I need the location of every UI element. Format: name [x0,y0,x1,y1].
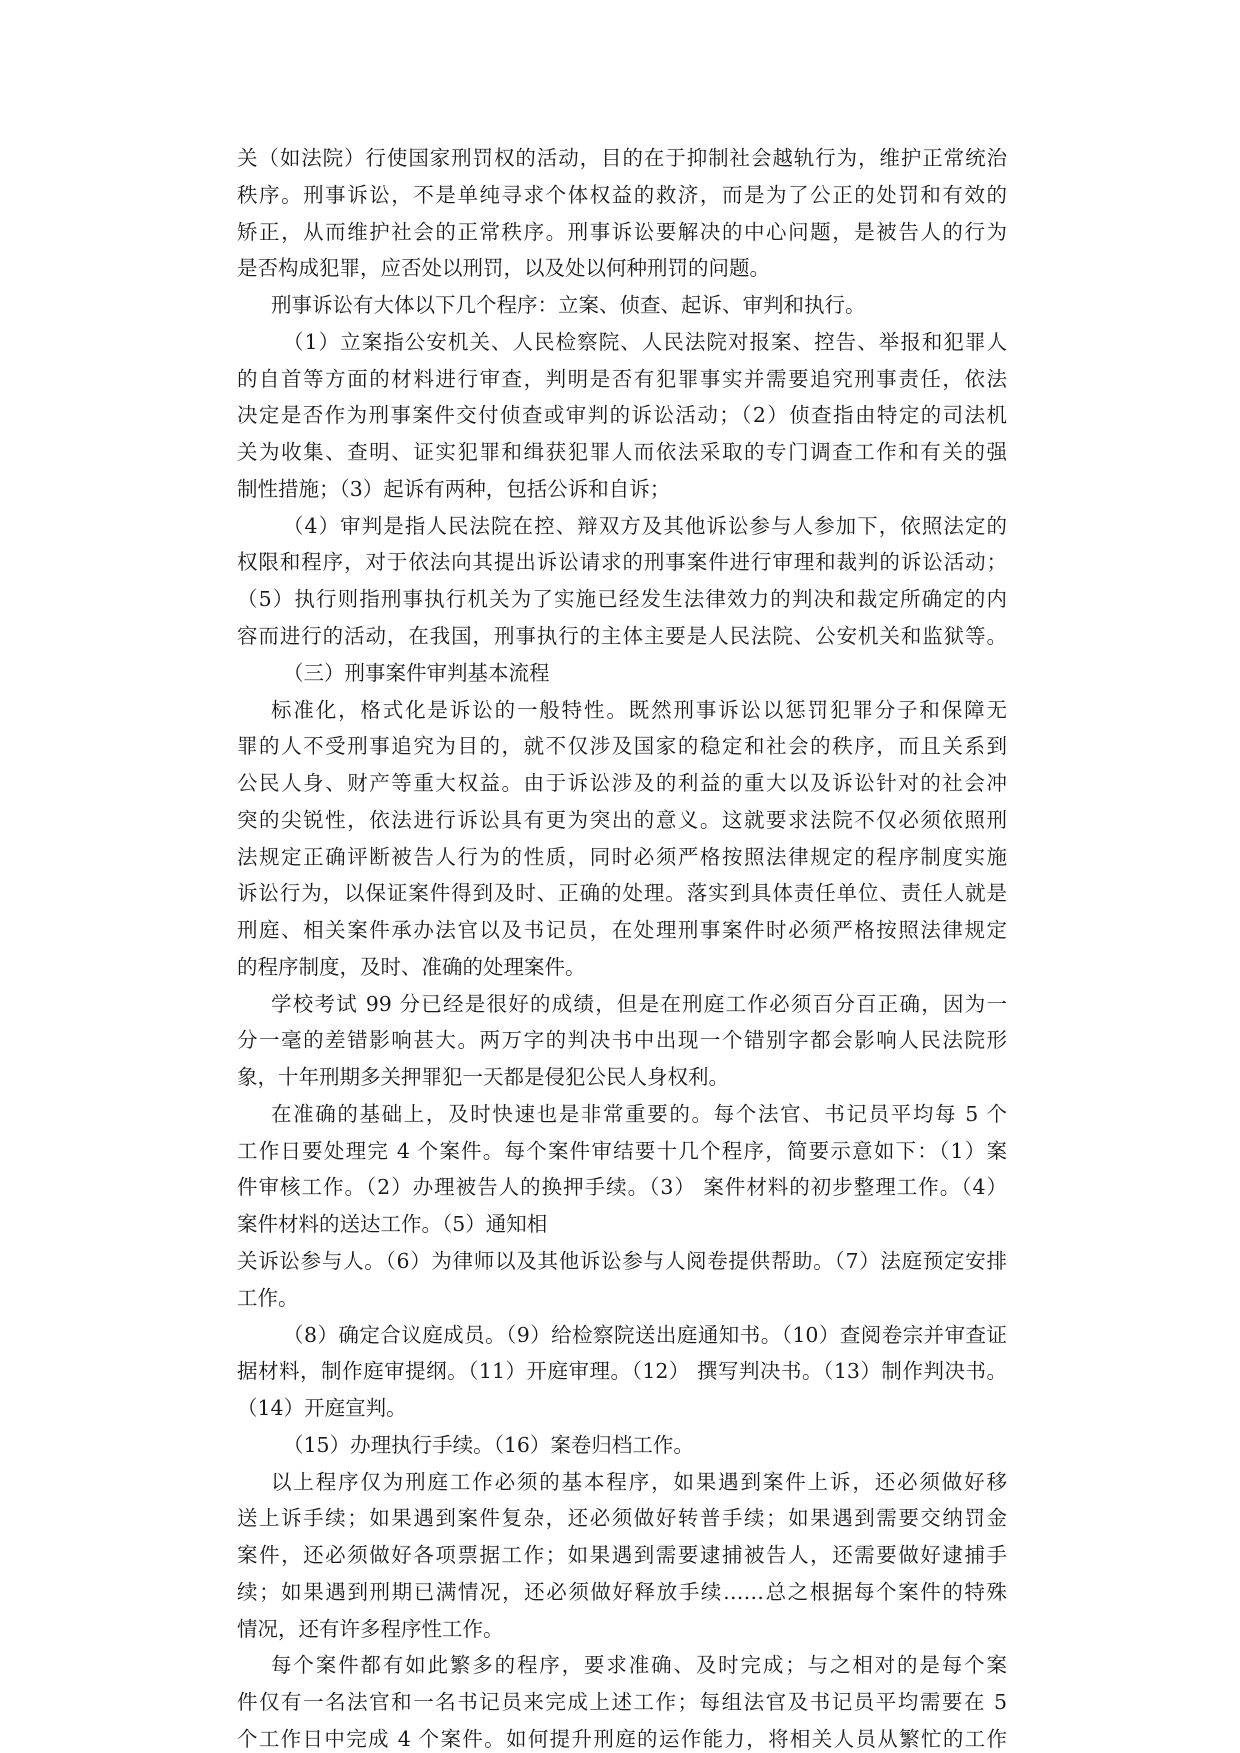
body-text-line: 制性措施；（3）起诉有两种，包括公诉和自诉； [237,477,671,501]
body-text-line: 决定是否作为刑事案件交付侦查或审判的诉讼活动；（2）侦查指由特定的司法机 [237,403,1007,427]
body-text-line: 工作。 [237,1286,299,1310]
body-text-line: 以上程序仅为刑庭工作必须的基本程序，如果遇到案件上诉，还必须做好移 [271,1470,1007,1494]
body-text-line: 权限和程序，对于依法向其提出诉讼请求的刑事案件进行审理和裁判的诉讼活动； [237,550,1007,574]
body-text-line: 突的尖锐性，依法进行诉讼具有更为突出的意义。这就要求法院不仅必须依照刑 [237,808,1007,832]
body-text-line: 关诉讼参与人。（6）为律师以及其他诉讼参与人阅卷提供帮助。（7）法庭预定安排 [237,1249,1007,1273]
body-text-line: 是否构成犯罪，应否处以刑罚，以及处以何种刑罚的问题。 [237,256,770,280]
body-text-line: 法规定正确评断被告人行为的性质，同时必须严格按照法律规定的程序制度实施 [237,845,1007,869]
body-text-line: 象，十年刑期多关押罪犯一天都是侵犯公民人身权利。 [237,1065,729,1089]
body-text-line: 案件，还必须做好各项票据工作；如果遇到需要逮捕被告人，还需要做好逮捕手 [237,1543,1007,1567]
body-text-line: 容而进行的活动，在我国，刑事执行的主体主要是人民法院、公安机关和监狱等。 [237,624,1007,648]
body-text-line: 情况，还有许多程序性工作。 [237,1617,504,1641]
body-text-line: （1）立案指公安机关、人民检察院、人民法院对报案、控告、举报和犯罪人 [283,330,1007,354]
body-text-line: 关为收集、查明、证实犯罪和缉获犯罪人而依法采取的专门调查工作和有关的强 [237,440,1007,464]
body-text-line: 据材料，制作庭审提纲。（11）开庭审理。（12） 撰写判决书。（13）制作判决书。 [237,1359,1007,1383]
body-text-line: 关（如法院）行使国家刑罚权的活动，目的在于抑制社会越轨行为，维护正常统治 [237,146,1007,170]
body-text-line: 矫正，从而维护社会的正常秩序。刑事诉讼要解决的中心问题，是被告人的行为 [237,220,1007,244]
body-text-line: 的自首等方面的材料进行审查，判明是否有犯罪事实并需要追究刑事责任，依法 [237,367,1007,391]
section-heading: （三）刑事案件审判基本流程 [283,661,550,685]
body-text-line: 学校考试 99 分已经是很好的成绩，但是在刑庭工作必须百分百正确，因为一 [271,992,1007,1016]
body-text-line: 的程序制度，及时、准确的处理案件。 [237,955,586,979]
body-text-line: 在准确的基础上，及时快速也是非常重要的。每个法官、书记员平均每 5 个 [271,1102,1007,1126]
body-text-line: 件仅有一名法官和一名书记员来完成上述工作；每组法官及书记员平均需要在 5 [237,1690,1007,1714]
body-text-line: 诉讼行为，以保证案件得到及时、正确的处理。落实到具体责任单位、责任人就是 [237,881,1007,905]
body-text-line: 案件材料的送达工作。（5）通知相 [237,1212,548,1236]
body-text-line: （5）执行则指刑事执行机关为了实施已经发生法律效力的判决和裁定所确定的内 [237,587,1007,611]
body-text-line: 标准化，格式化是诉讼的一般特性。既然刑事诉讼以惩罚犯罪分子和保障无 [271,698,1007,722]
body-text-line: 公民人身、财产等重大权益。由于诉讼涉及的利益的重大以及诉讼针对的社会冲 [237,771,1007,795]
body-text-line: 分一毫的差错影响甚大。两万字的判决书中出现一个错别字都会影响人民法院形 [237,1028,1007,1052]
body-text-line: 个工作日中完成 4 个案件。如何提升刑庭的运作能力，将相关人员从繁忙的工作 [237,1727,1007,1751]
body-text-line: 送上诉手续；如果遇到案件复杂，还必须做好转普手续；如果遇到需要交纳罚金 [237,1506,1007,1530]
body-text-line: 每个案件都有如此繁多的程序，要求准确、及时完成；与之相对的是每个案 [271,1653,1007,1677]
body-text-line: 工作日要处理完 4 个案件。每个案件审结要十几个程序，简要示意如下：（1）案 [237,1139,1007,1163]
body-text-line: （15）办理执行手续。（16）案卷归档工作。 [283,1433,694,1457]
body-text-line: 罪的人不受刑事追究为目的，就不仅涉及国家的稳定和社会的秩序，而且关系到 [237,734,1007,758]
body-text-line: （4）审判是指人民法院在控、辩双方及其他诉讼参与人参加下，依照法定的 [283,514,1007,538]
body-text-line: 刑庭、相关案件承办法官以及书记员，在处理刑事案件时必须严格按照法律规定 [237,918,1007,942]
body-text-line: （14）开庭宣判。 [237,1396,407,1420]
body-text-line: 件审核工作。（2）办理被告人的换押手续。（3） 案件材料的初步整理工作。（4） [237,1175,1007,1199]
body-text-line: 续；如果遇到刑期已满情况，还必须做好释放手续……总之根据每个案件的特殊 [237,1580,1007,1604]
body-text-line: 刑事诉讼有大体以下几个程序：立案、侦查、起诉、审判和执行。 [271,293,866,317]
body-text-line: （8）确定合议庭成员。（9）给检察院送出庭通知书。（10）查阅卷宗并审查证 [283,1323,1007,1347]
body-text-line: 秩序。刑事诉讼，不是单纯寻求个体权益的救济，而是为了公正的处罚和有效的 [237,183,1007,207]
